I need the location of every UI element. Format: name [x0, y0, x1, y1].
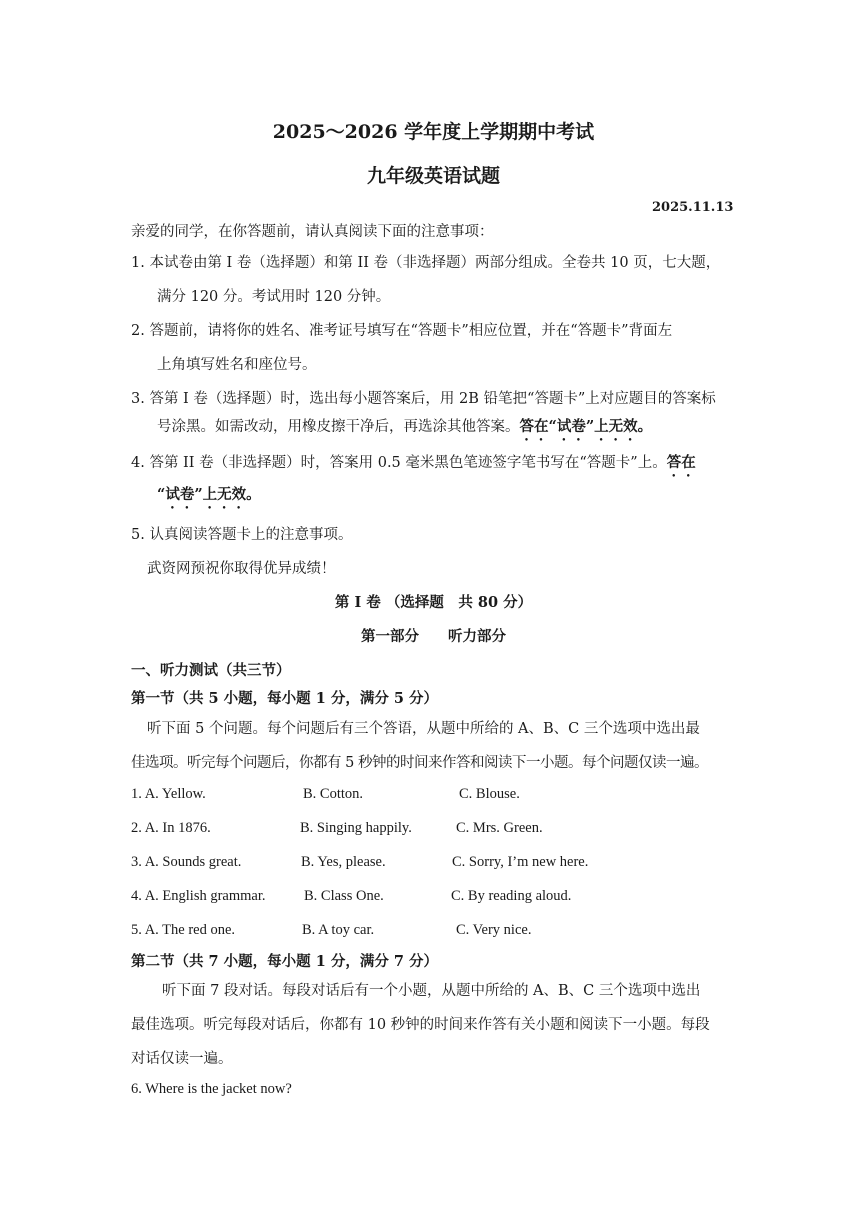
sub-section-1-instruction-line-2: 佳选项。听完每个问题后，你都有 5 秒钟的时间来作答和阅读下一小题。每个问题仅读一遍。 — [131, 755, 708, 771]
exam-title: 2025～2026 学年度上学期期中考试 — [272, 121, 595, 143]
question-3-option-c: C. Sorry, I’m new here. — [452, 854, 589, 870]
sub-section-1-instruction-line-1: 听下面 5 个问题。每个问题后有三个答语，从题中所给的 A、B、C 三个选项中选出最 — [147, 721, 700, 737]
notice-item-3-line-1: 3. 答第 I 卷（选择题）时，选出每小题答案后，用 2B 铅笔把“答题卡”上对应题目的答案标 — [131, 391, 716, 407]
question-2-option-b: B. Singing happily. — [300, 820, 412, 836]
sub-section-2-instruction-line-2: 最佳选项。听完每段对话后，你都有 10 秒钟的时间来作答有关小题和阅读下一小题。每段 — [131, 1017, 710, 1033]
question-2-option-a: 2. A. In 1876. — [131, 820, 211, 836]
sub-section-2-instruction-line-3: 对话仅读一遍。 — [131, 1051, 233, 1067]
question-5-option-c: C. Very nice. — [456, 922, 532, 938]
notice-wish: 武资网预祝你取得优异成绩！ — [147, 561, 336, 577]
question-2-option-c: C. Mrs. Green. — [456, 820, 543, 836]
notice-item-1-line-1: 1. 本试卷由第 I 卷（选择题）和第 II 卷（非选择题）两部分组成。全卷共 10 页，七大题， — [131, 255, 721, 271]
sub-section-2-heading: 第二节（共 7 小题，每小题 1 分，满分 7 分） — [131, 953, 439, 970]
question-3-option-a: 3. A. Sounds great. — [131, 854, 242, 870]
question-1-option-b: B. Cotton. — [303, 786, 364, 802]
notice-item-1-line-2: 满分 120 分。考试用时 120 分钟。 — [157, 289, 391, 305]
sub-section-2-instruction-line-1: 听下面 7 段对话。每段对话后有一个小题，从题中所给的 A、B、C 三个选项中选出 — [162, 983, 701, 999]
notice-item-4-plain: 4. 答第 II 卷（非选择题）时，答案用 0.5 毫米黑色笔迹签字笔书写在“答题卡”上。 — [131, 455, 667, 471]
exam-date: 2025.11.13 — [652, 200, 734, 215]
question-1-option-c: C. Blouse. — [459, 786, 520, 802]
part-heading: 第一部分 听力部分 — [361, 628, 506, 645]
notice-item-2-line-1: 2. 答题前，请将你的姓名、准考证号填写在“答题卡”相应位置，并在“答题卡”背面左 — [131, 323, 673, 339]
notice-item-4-emphasis: 答在 — [666, 454, 696, 471]
notice-item-2-line-2: 上角填写姓名和座位号。 — [157, 357, 317, 373]
exam-subtitle: 九年级英语试题 — [366, 165, 500, 187]
question-4-option-b: B. Class One. — [304, 888, 384, 904]
notice-item-4-line-1 — [131, 451, 696, 480]
notice-item-4-line-2: “试卷”上无效。 — [157, 486, 261, 503]
volume-heading: 第 I 卷 （选择题 共 80 分） — [334, 594, 533, 611]
notice-item-3-emphasis: 答在“试卷”上无效。 — [519, 418, 653, 435]
question-4-option-a: 4. A. English grammar. — [131, 888, 266, 904]
section-heading: 一、听力测试（共三节） — [131, 662, 291, 679]
sub-section-1-heading: 第一节（共 5 小题，每小题 1 分，满分 5 分） — [131, 690, 439, 707]
question-3-option-b: B. Yes, please. — [301, 854, 386, 870]
question-5-option-b: B. A toy car. — [302, 922, 375, 938]
notice-intro: 亲爱的同学，在你答题前，请认真阅读下面的注意事项： — [131, 224, 494, 240]
question-1-option-a: 1. A. Yellow. — [131, 786, 206, 802]
notice-item-3-line-2 — [157, 415, 652, 444]
question-4-option-c: C. By reading aloud. — [451, 888, 572, 904]
question-6: 6. Where is the jacket now? — [131, 1081, 292, 1097]
question-5-option-a: 5. A. The red one. — [131, 922, 236, 938]
notice-item-5: 5. 认真阅读答题卡上的注意事项。 — [131, 527, 353, 543]
notice-item-3-plain: 号涂黑。如需改动，用橡皮擦干净后，再选涂其他答案。 — [157, 419, 520, 435]
